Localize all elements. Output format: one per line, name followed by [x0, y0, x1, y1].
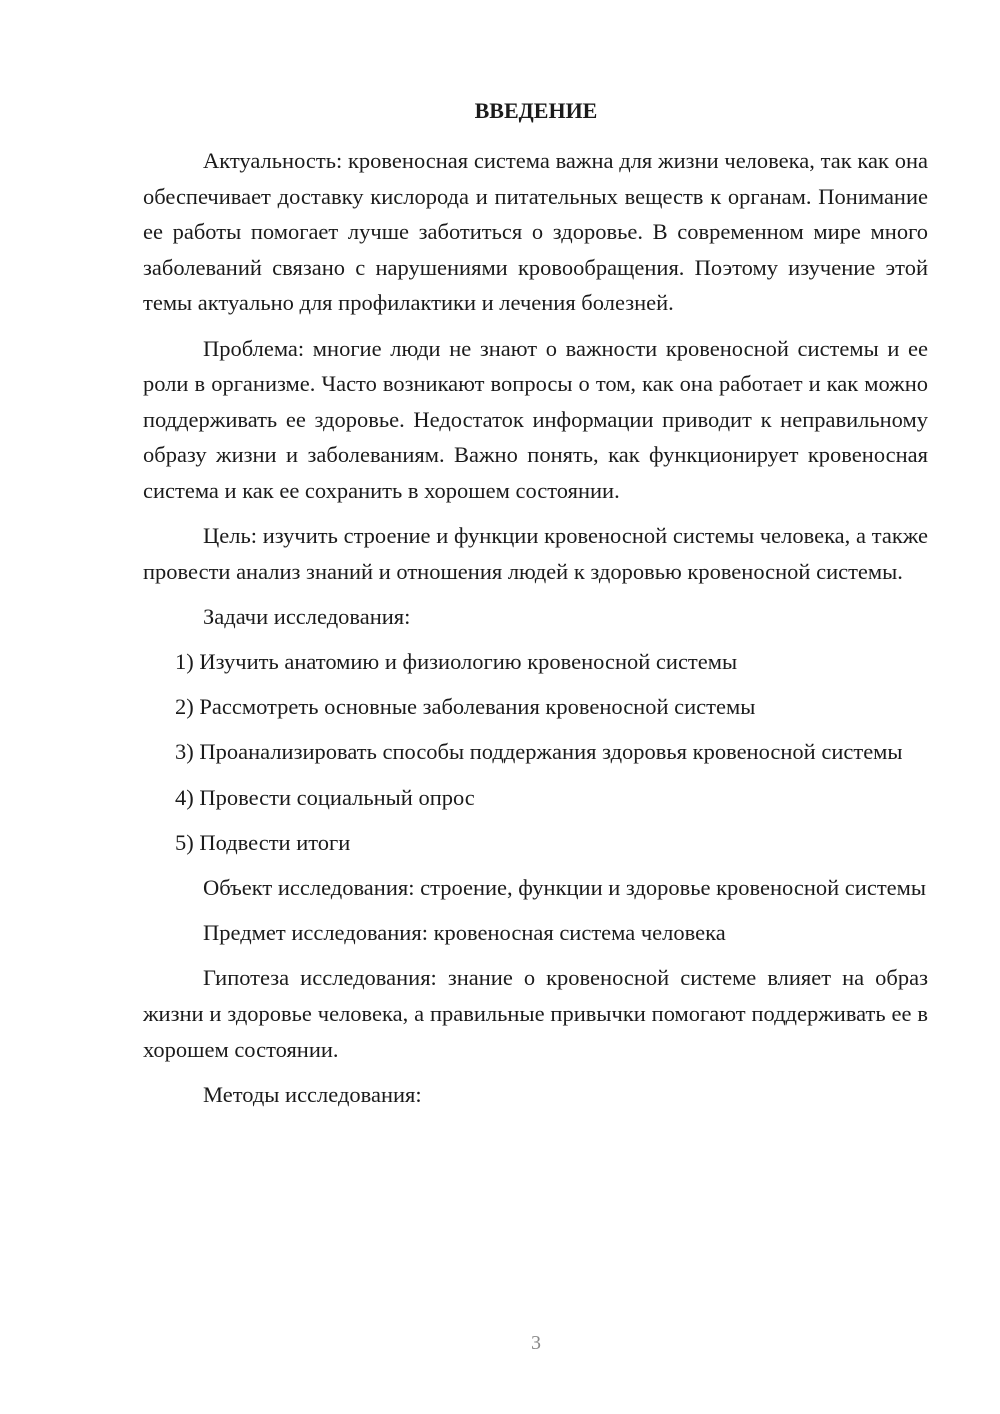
task-item-5: 5) Подвести итоги — [175, 829, 351, 855]
paragraph-methods: Методы исследования: — [203, 1081, 422, 1107]
paragraph-goal: Цель: изучить строение и функции кровеносной системы человека, а также провести анализ знаний и отношения людей к здоровью кровеносной системы. — [143, 523, 928, 584]
page-number: 3 — [531, 1332, 541, 1354]
paragraph-subject: Предмет исследования: кровеносная система человека — [203, 920, 726, 946]
task-item-3: 3) Проанализировать способы поддержания здоровья кровеносной системы — [175, 739, 903, 765]
task-item-4: 4) Провести социальный опрос — [175, 784, 475, 810]
paragraph-relevance: Актуальность: кровеносная система важна для жизни человека, так как она обеспечивает доставку кислорода и питательных веществ к органам. Понимание ее работы помогает лучше заботиться о здоровье. В современном мире много заболеваний связано с нарушениями кровообращения. Поэтому изучение этой темы актуально для профилактики и лечения болезней. — [143, 148, 928, 316]
paragraph-hypothesis: Гипотеза исследования: знание о кровеносной системе влияет на образ жизни и здоровье человека, а правильные привычки помогают поддерживать ее в хорошем состоянии. — [143, 965, 928, 1062]
tasks-heading: Задачи исследования: — [203, 603, 411, 629]
paragraph-object: Объект исследования: строение, функции и здоровье кровеносной системы — [203, 875, 926, 901]
page-title: ВВЕДЕНИЕ — [474, 98, 598, 123]
document-body — [143, 143, 928, 1122]
task-item-1: 1) Изучить анатомию и физиологию кровеносной системы — [175, 649, 738, 675]
paragraph-problem: Проблема: многие люди не знают о важности кровеносной системы и ее роли в организме. Часто возникают вопросы о том, как она работает и как можно поддерживать ее здоровье. Недостаток информации приводит к неправильному образу жизни и заболеваниям. Важно понять, как функционирует кровеносная система и как ее сохранить в хорошем состоянии. — [143, 335, 928, 503]
task-item-2: 2) Рассмотреть основные заболевания кровеносной системы — [175, 694, 756, 720]
